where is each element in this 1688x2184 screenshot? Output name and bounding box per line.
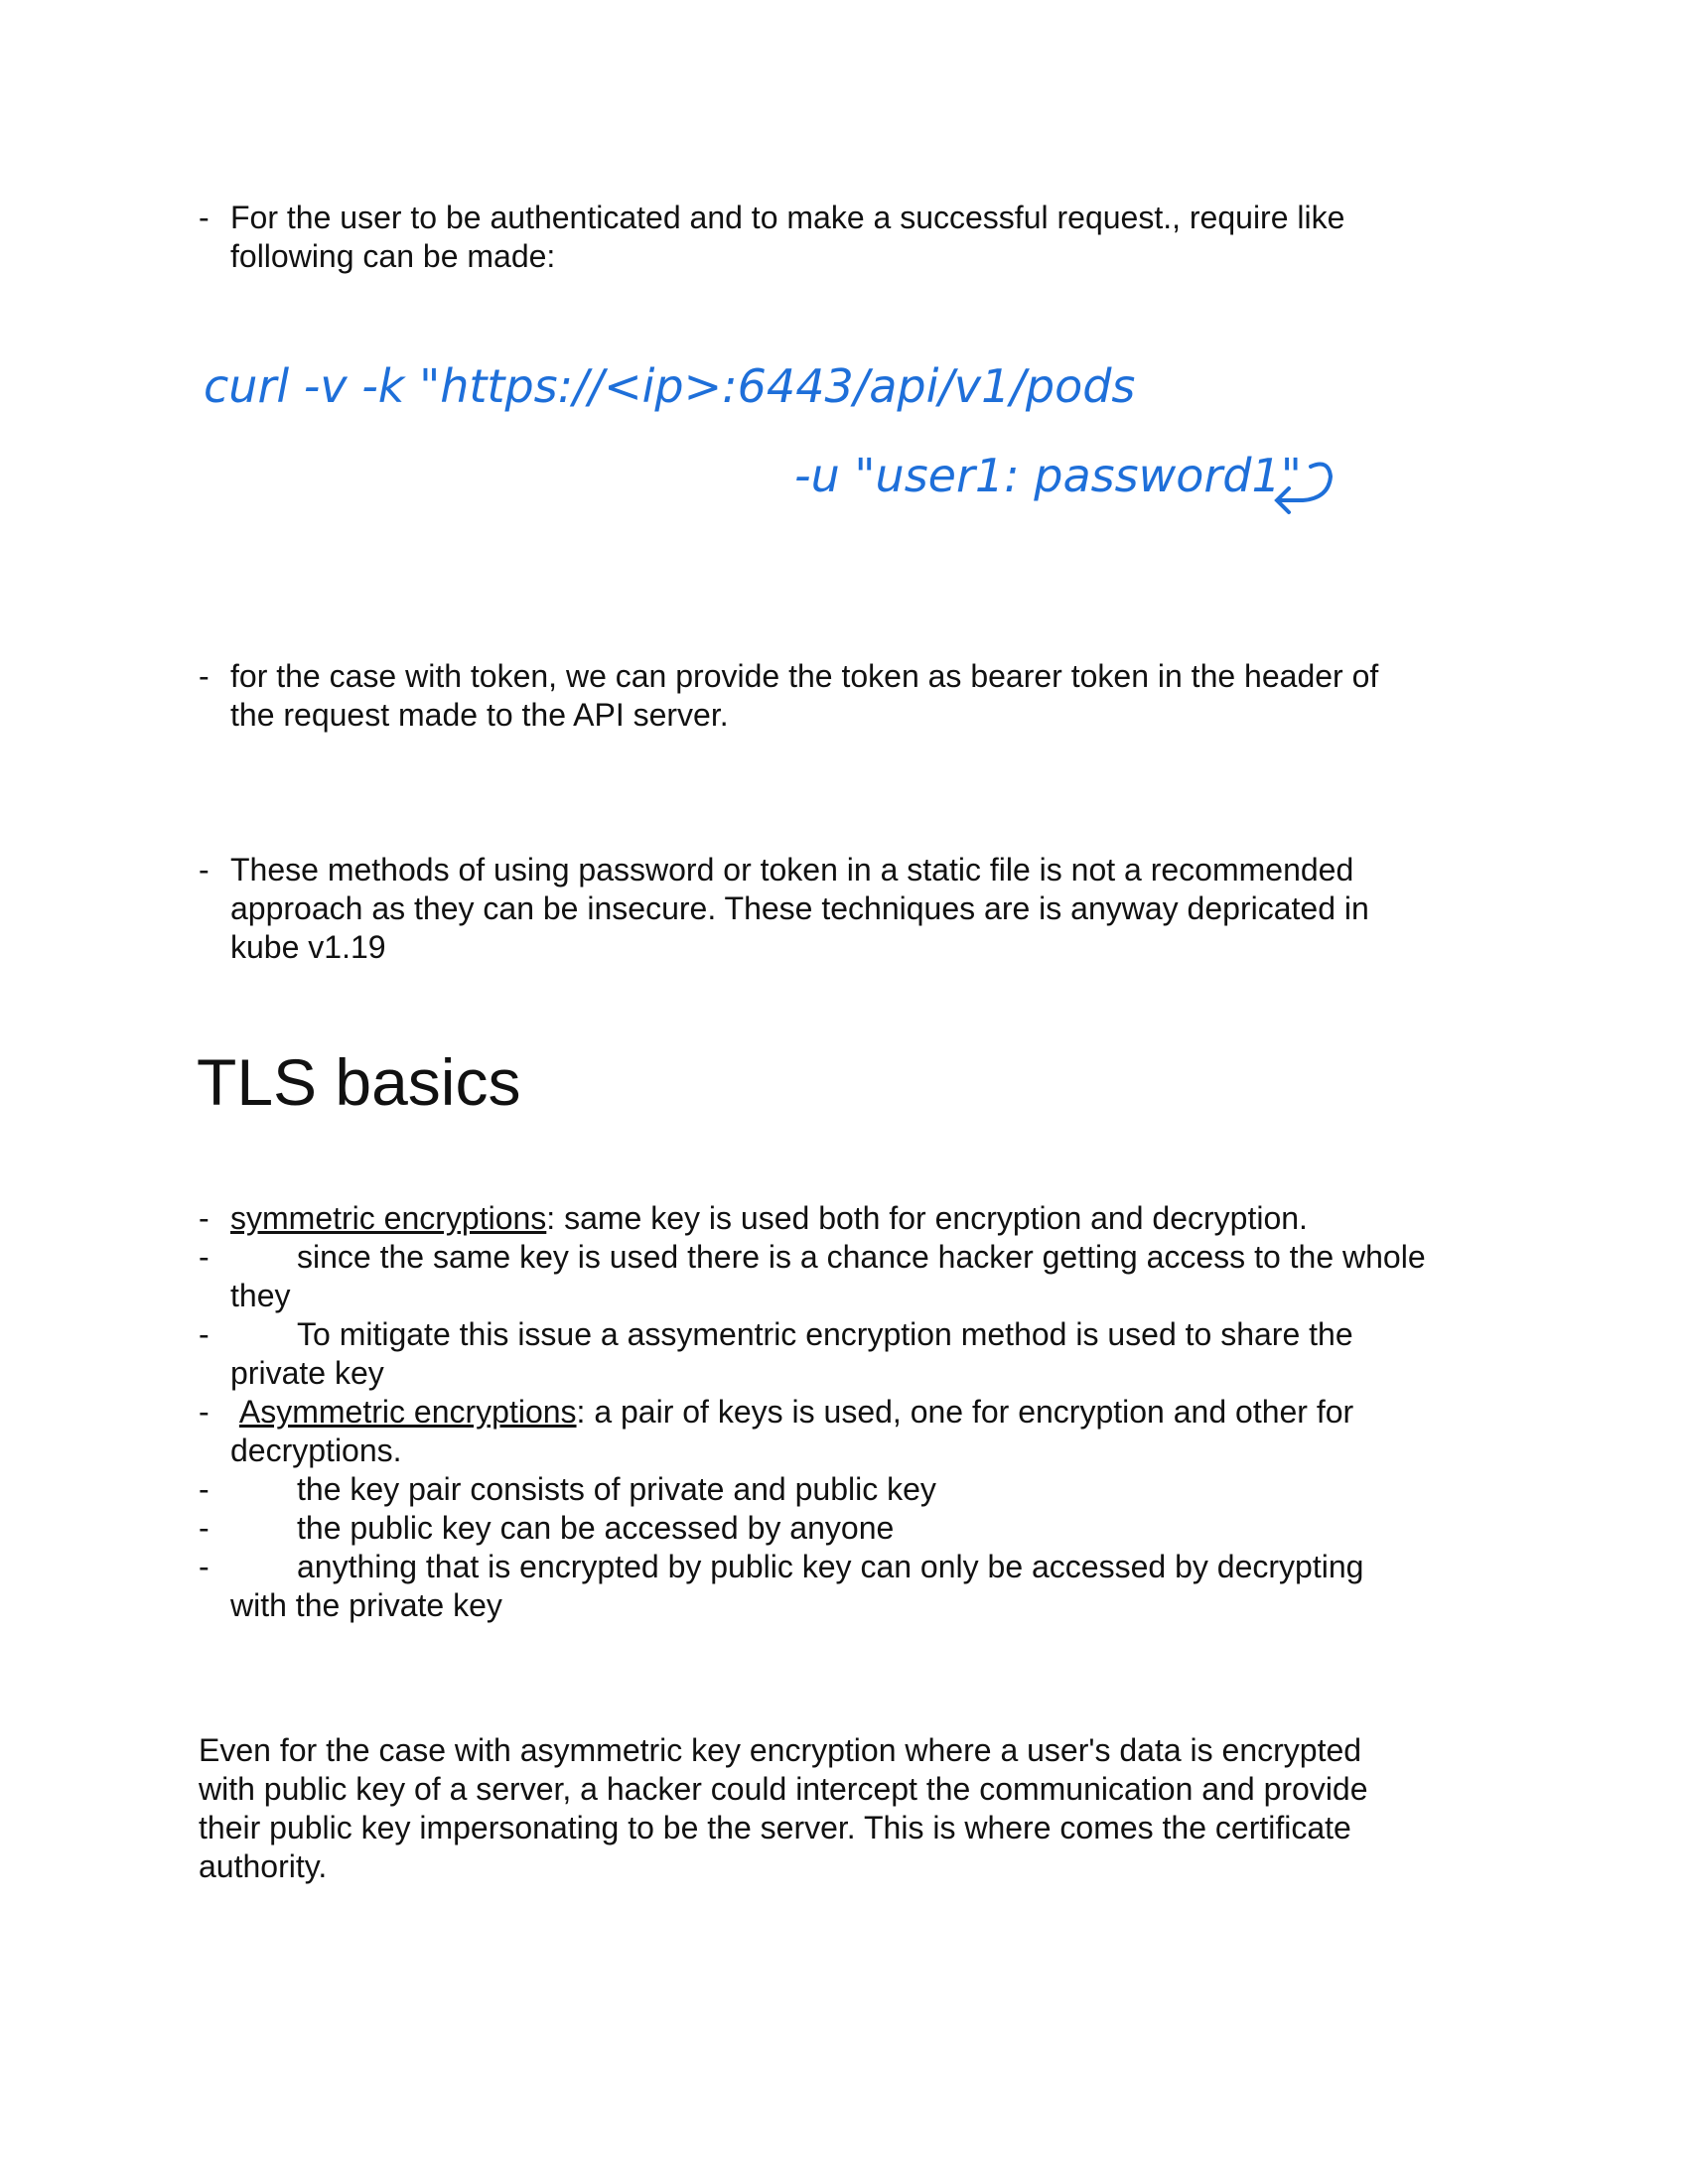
bullet-text [230, 1393, 1521, 1470]
bullet-text [230, 1548, 1521, 1625]
bullet-text [230, 1470, 1521, 1509]
bullet-line: decryptions. [230, 1433, 402, 1468]
term-definition: : same key is used both for encryption and decryption. [546, 1200, 1308, 1236]
bullet-line: kube v1.19 [230, 929, 386, 965]
bullet-line: the request made to the API server. [230, 697, 729, 733]
paragraph-line: their public key impersonating to be the server. This is where comes the certificate [199, 1810, 1351, 1845]
bullet-line-text: since the same key is used there is a chance hacker getting access to the whole [297, 1239, 1426, 1275]
bullet-line-text: anything that is encrypted by public key can only be accessed by decrypting [297, 1549, 1364, 1584]
bullet-dash: - [199, 1200, 210, 1236]
bullet-line [230, 1548, 1521, 1586]
bullet-line [230, 1199, 1521, 1238]
bullet-line: private key [230, 1355, 384, 1391]
bullet-dash: - [199, 1471, 210, 1507]
bullet-dash: - [199, 1316, 210, 1352]
bullet-dash: - [199, 1549, 210, 1584]
term-definition: : a pair of keys is used, one for encryption and other for [576, 1394, 1354, 1430]
bullet-line-text: the key pair consists of private and public key [297, 1471, 936, 1507]
bullet-dash: - [199, 1510, 210, 1546]
bullet-line: with the private key [230, 1587, 502, 1623]
bullet-text [230, 1315, 1521, 1393]
section-heading: TLS basics [197, 1045, 521, 1119]
certificate-authority-paragraph [199, 1731, 1489, 1886]
paragraph-line: Even for the case with asymmetric key encryption where a user's data is encrypted [199, 1732, 1362, 1768]
bullet-line [230, 1238, 1521, 1277]
bullet-dash: - [199, 852, 210, 887]
bullet-text [230, 1509, 1521, 1548]
bullet-line: they [230, 1278, 291, 1313]
handwritten-line: -u "user1: password1" [794, 449, 1302, 502]
bullet-line [230, 1315, 1521, 1354]
bullet-dash: - [199, 200, 210, 235]
bullet-line [230, 1393, 1521, 1432]
paragraph-line: authority. [199, 1848, 328, 1884]
bullet-dash: - [199, 1394, 210, 1430]
bullet-line: approach as they can be insecure. These techniques are is anyway depricated in [230, 890, 1369, 926]
bullet-line: following can be made: [230, 238, 556, 274]
bullet-text [230, 199, 1521, 276]
bullet-text [230, 1199, 1521, 1238]
bullet-line [230, 1509, 1521, 1548]
term-asymmetric-encryptions: Asymmetric encryptions [238, 1394, 577, 1430]
bullet-text [230, 1238, 1521, 1315]
bullet-dash: - [199, 658, 210, 694]
bullet-line-text: To mitigate this issue a assymentric encryption method is used to share the [297, 1316, 1353, 1352]
bullet-line-text: the public key can be accessed by anyone [297, 1510, 895, 1546]
handwritten-curl-command [199, 342, 1370, 541]
handwritten-line: curl -v -k "https://<ip>:6443/api/v1/pods [204, 359, 1136, 413]
bullet-text [230, 657, 1521, 735]
bullet-line: for the case with token, we can provide the token as bearer token in the header of [230, 658, 1379, 694]
bullet-line [230, 1470, 1521, 1509]
paragraph-line: with public key of a server, a hacker could intercept the communication and provide [199, 1771, 1368, 1807]
bullet-line: These methods of using password or token in a static file is not a recommended [230, 852, 1354, 887]
bullet-line: For the user to be authenticated and to make a successful request., require like [230, 200, 1345, 235]
term-symmetric-encryptions: symmetric encryptions [230, 1200, 547, 1236]
bullet-dash: - [199, 1239, 210, 1275]
bullet-text [230, 851, 1521, 967]
